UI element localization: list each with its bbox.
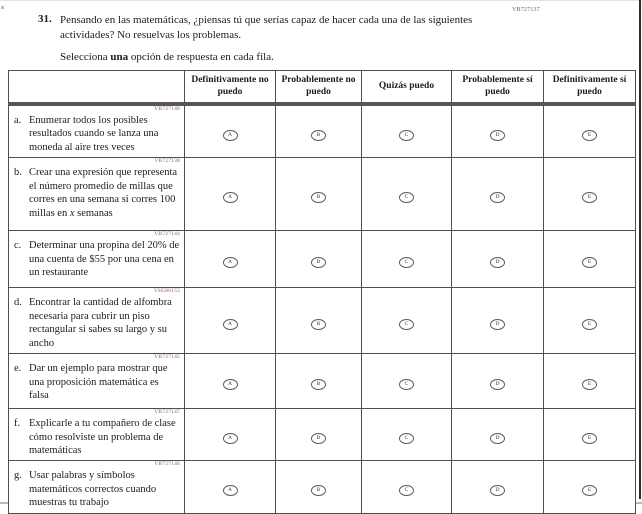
item-text: Determinar una propina del 20% de una cuenta de $55 por una cena en un restaurante bbox=[29, 240, 180, 279]
answer-bubble-a-A[interactable]: A bbox=[223, 130, 238, 141]
option-cell bbox=[276, 231, 362, 288]
item-text: Dar un ejemplo para mostrar que una proposición matemática es falsa bbox=[29, 363, 168, 401]
item-row-e bbox=[9, 354, 636, 409]
answer-bubble-d-A[interactable]: A bbox=[223, 319, 238, 330]
item-stem-cell bbox=[9, 409, 185, 461]
item-text: Explicarle a tu compañero de clase cómo resolviste un problema de matemáticas bbox=[29, 418, 176, 456]
item-code: VH580153 bbox=[153, 288, 180, 295]
answer-bubble-d-B[interactable]: B bbox=[311, 319, 326, 330]
answer-bubble-c-B[interactable]: B bbox=[311, 257, 326, 268]
option-cell bbox=[452, 409, 544, 461]
item-text: Usar palabras y símbolos matemáticos correctos cuando muestras tu trabajo bbox=[29, 470, 157, 509]
answer-bubble-c-E[interactable]: E bbox=[582, 257, 597, 268]
option-cell bbox=[544, 231, 636, 288]
answer-bubble-d-C[interactable]: C bbox=[399, 319, 414, 330]
answer-bubble-f-B[interactable]: B bbox=[311, 433, 326, 444]
answer-bubble-e-A[interactable]: A bbox=[223, 379, 238, 390]
column-header-5: Definitivamente sí puedo bbox=[544, 71, 636, 105]
column-header-1: Definitivamente no puedo bbox=[185, 71, 276, 105]
item-letter: c. bbox=[14, 240, 22, 252]
column-header-2: Probablemente no puedo bbox=[276, 71, 362, 105]
header-row bbox=[9, 71, 636, 105]
answer-bubble-e-D[interactable]: D bbox=[490, 379, 505, 390]
option-cell bbox=[544, 288, 636, 354]
item-stem-cell bbox=[9, 104, 185, 158]
option-cell bbox=[362, 409, 452, 461]
question-text: Pensando en las matemáticas, ¿piensas tú que serías capaz de hacer cada una de las siguientes actividades? No resuelvas los problemas. bbox=[60, 14, 473, 41]
instruction-post: opción de respuesta en cada fila. bbox=[128, 51, 274, 64]
question-number: 31. bbox=[38, 13, 52, 25]
option-cell bbox=[452, 288, 544, 354]
option-cell bbox=[276, 288, 362, 354]
item-code: VB727148 bbox=[154, 106, 180, 112]
answer-bubble-d-D[interactable]: D bbox=[490, 319, 505, 330]
option-cell bbox=[452, 104, 544, 158]
option-cell bbox=[276, 158, 362, 231]
item-letter: d. bbox=[14, 297, 22, 309]
answer-bubble-e-E[interactable]: E bbox=[582, 379, 597, 390]
answer-bubble-g-B[interactable]: B bbox=[311, 485, 326, 496]
answer-bubble-a-B[interactable]: B bbox=[311, 130, 326, 141]
answer-bubble-e-B[interactable]: B bbox=[311, 379, 326, 390]
item-row-f bbox=[9, 409, 636, 461]
answer-bubble-a-E[interactable]: E bbox=[582, 130, 597, 141]
option-cell bbox=[544, 354, 636, 409]
answer-bubble-b-B[interactable]: B bbox=[311, 192, 326, 203]
item-stem-cell bbox=[9, 354, 185, 409]
option-cell bbox=[362, 461, 452, 513]
option-cell bbox=[452, 231, 544, 288]
option-cell bbox=[362, 231, 452, 288]
answer-bubble-f-D[interactable]: D bbox=[490, 433, 505, 444]
answer-bubble-b-E[interactable]: E bbox=[582, 192, 597, 203]
item-code: VB727146 bbox=[154, 461, 180, 468]
item-row-d bbox=[9, 288, 636, 354]
option-cell bbox=[544, 104, 636, 158]
response-matrix bbox=[8, 70, 636, 514]
option-cell bbox=[276, 409, 362, 461]
page-item-code: VB727137 bbox=[512, 7, 540, 13]
option-cell bbox=[185, 461, 276, 513]
answer-bubble-f-C[interactable]: C bbox=[399, 433, 414, 444]
item-stem-cell bbox=[9, 288, 185, 354]
option-cell bbox=[185, 354, 276, 409]
item-text: Encontrar la cantidad de alfombra necesaria para cubrir un piso rectangular si sabes su largo y su ancho bbox=[29, 297, 172, 349]
item-letter: f. bbox=[14, 418, 21, 430]
option-cell bbox=[452, 461, 544, 513]
option-cell bbox=[362, 354, 452, 409]
column-header-3: Quizás puedo bbox=[362, 71, 452, 105]
answer-bubble-f-E[interactable]: E bbox=[582, 433, 597, 444]
option-cell bbox=[185, 158, 276, 231]
answer-bubble-b-C[interactable]: C bbox=[399, 192, 414, 203]
stem-header-cell bbox=[9, 71, 185, 105]
item-code: VB727138 bbox=[154, 158, 180, 165]
page-top-edge bbox=[0, 0, 642, 1]
question-block bbox=[38, 13, 508, 63]
option-cell bbox=[362, 158, 452, 231]
answer-bubble-d-E[interactable]: E bbox=[582, 319, 597, 330]
item-code: VB727144 bbox=[154, 231, 180, 238]
item-stem-cell bbox=[9, 158, 185, 231]
option-cell bbox=[276, 354, 362, 409]
item-letter: b. bbox=[14, 167, 22, 179]
instruction-bold-word: una bbox=[110, 51, 129, 64]
item-code: VB727147 bbox=[154, 409, 180, 416]
item-stem-cell bbox=[9, 231, 185, 288]
question-instruction bbox=[60, 51, 508, 63]
item-row-b bbox=[9, 158, 636, 231]
option-cell bbox=[362, 288, 452, 354]
option-cell bbox=[185, 104, 276, 158]
answer-bubble-c-D[interactable]: D bbox=[490, 257, 505, 268]
option-cell bbox=[362, 104, 452, 158]
answer-bubble-a-C[interactable]: C bbox=[399, 130, 414, 141]
item-text: Enumerar todos los posibles resultados cuando se lanza una moneda al aire tres veces bbox=[29, 115, 159, 153]
answer-bubble-a-D[interactable]: D bbox=[490, 130, 505, 141]
answer-bubble-g-E[interactable]: E bbox=[582, 485, 597, 496]
option-cell bbox=[185, 409, 276, 461]
answer-bubble-e-C[interactable]: C bbox=[399, 379, 414, 390]
answer-bubble-c-C[interactable]: C bbox=[399, 257, 414, 268]
answer-bubble-b-A[interactable]: A bbox=[223, 192, 238, 203]
answer-bubble-g-A[interactable]: A bbox=[223, 485, 238, 496]
item-code: VB727145 bbox=[154, 354, 180, 361]
answer-bubble-g-D[interactable]: D bbox=[490, 485, 505, 496]
item-row-c bbox=[9, 231, 636, 288]
answer-bubble-c-A[interactable]: A bbox=[223, 257, 238, 268]
option-cell bbox=[544, 461, 636, 513]
column-header-4: Probablemente sí puedo bbox=[452, 71, 544, 105]
option-cell bbox=[276, 461, 362, 513]
item-stem-cell bbox=[9, 461, 185, 513]
scan-artifact bbox=[1, 6, 4, 9]
item-row-g bbox=[9, 461, 636, 513]
option-cell bbox=[185, 288, 276, 354]
option-cell bbox=[185, 231, 276, 288]
answer-bubble-b-D[interactable]: D bbox=[490, 192, 505, 203]
item-letter: a. bbox=[14, 115, 22, 126]
page-right-edge bbox=[639, 0, 641, 499]
answer-bubble-g-C[interactable]: C bbox=[399, 485, 414, 496]
item-letter: g. bbox=[14, 470, 22, 482]
option-cell bbox=[452, 158, 544, 231]
item-text: Crear una expresión que representa el número promedio de millas que corres en una semana si corres 100 millas en x semanas bbox=[29, 167, 178, 219]
option-cell bbox=[276, 104, 362, 158]
item-letter: e. bbox=[14, 363, 22, 375]
option-cell bbox=[452, 354, 544, 409]
option-cell bbox=[544, 409, 636, 461]
instruction-pre: Selecciona bbox=[60, 51, 111, 64]
item-row-a bbox=[9, 104, 636, 158]
answer-bubble-f-A[interactable]: A bbox=[223, 433, 238, 444]
option-cell bbox=[544, 158, 636, 231]
